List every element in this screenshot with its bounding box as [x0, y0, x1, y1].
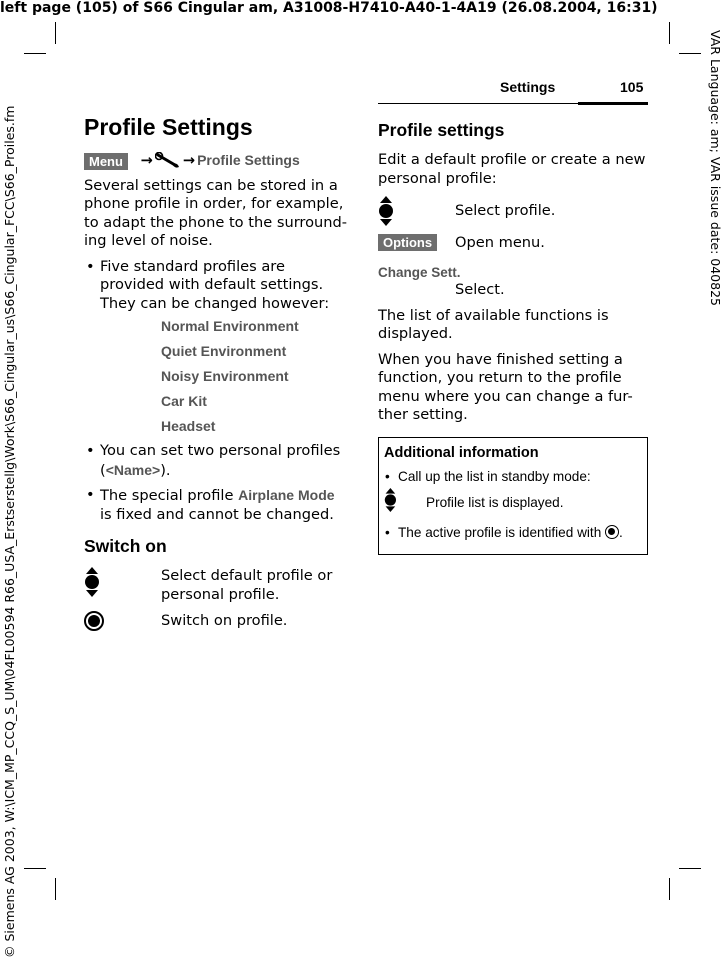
menu-path [84, 151, 350, 171]
profile-settings-heading: Profile settings [378, 120, 505, 140]
active-profile-icon [605, 525, 619, 539]
step-description: Select. [455, 281, 505, 298]
crop-mark [669, 22, 670, 44]
print-header: left page (105) of S66 Cingular am, A31008-H7410-A40-1-4A19 (26.08.2004, 16:31) [0, 0, 658, 16]
profile-name: Quiet Environment [161, 343, 287, 359]
switch-step-confirm [84, 612, 350, 634]
switch-step-select [84, 567, 350, 604]
info-text: . [619, 525, 623, 540]
info-line: • Call up the list in standby mode: [384, 468, 639, 486]
bullet-text: ). [160, 461, 171, 479]
options-softkey: Options [378, 234, 437, 251]
standard-profiles [161, 317, 350, 435]
crop-mark [55, 22, 56, 44]
profile-settings-intro: Edit a default profile or create a new personal profile: [378, 151, 646, 187]
step-options [378, 234, 648, 256]
info-text: The active profile is identified with [398, 525, 606, 540]
profile-name: Noisy Environment [161, 368, 289, 384]
settings-wrench-icon [155, 152, 181, 170]
menu-softkey: Menu [84, 153, 128, 170]
bullet-text: You can set two personal profiles ( [100, 442, 341, 479]
bullet-text: is fixed and cannot be changed. [100, 505, 334, 523]
running-head: Settings [500, 79, 556, 95]
menu-path-item: Profile Settings [197, 152, 300, 168]
navigation-key-icon [378, 196, 394, 226]
left-column [84, 112, 350, 642]
header-rule-accent [578, 102, 648, 105]
step-change-settings [378, 264, 648, 300]
change-sett-label: Change Sett. [378, 265, 461, 280]
step-select-profile [378, 196, 648, 226]
step-description: Select profile. [455, 202, 556, 219]
crop-mark [24, 868, 46, 869]
profile-notes-list [84, 258, 350, 525]
finish-paragraph: When you have finished setting a function, you return to the profile menu where you can change a fur-ther setting. [378, 350, 633, 423]
left-margin-suffix: iles.fm [2, 105, 17, 148]
profile-name: Car Kit [161, 393, 207, 409]
functions-paragraph: The list of available functions is displayed. [378, 306, 609, 342]
bullet-text: The special profile [100, 487, 239, 504]
arrow-icon: → [140, 152, 153, 169]
page-number: 105 [620, 79, 644, 95]
name-placeholder: <Name> [105, 461, 161, 478]
step-description: Select default profile or personal profile. [161, 567, 333, 603]
left-margin-path: © Siemens AG 2003, W:\ICM_MP_CCQ_S_UM\04FL00594 R66_USA_Erstserstellg\Work\S66_Cingular_us\S66_Cingular_FCC\S66_Pro [2, 147, 17, 958]
profile-name: Headset [161, 418, 216, 434]
var-language-text: VAR Language: am; VAR issue date: 040825 [708, 30, 723, 306]
switch-on-heading: Switch on [84, 536, 167, 556]
bullet-text: Five standard profiles are provided with default settings. They can be changed however: [100, 257, 330, 312]
navigation-key-icon [384, 488, 397, 512]
list-item [84, 258, 350, 436]
step-description: Switch on profile. [161, 612, 288, 629]
info-text: Profile list is displayed. [426, 495, 564, 510]
info-title: Additional information [384, 444, 539, 461]
center-key-icon [84, 611, 104, 631]
step-description: Open menu. [455, 234, 545, 251]
info-line [384, 524, 639, 542]
right-column [378, 118, 648, 555]
info-line-nav [384, 494, 639, 516]
crop-mark [24, 53, 46, 54]
crop-mark [679, 53, 701, 54]
intro-paragraph: Several settings can be stored in a phone profile in order, for example, to adapt the phone to the surround-ing level of noise. [84, 176, 348, 249]
airplane-mode-label: Airplane Mode [238, 487, 335, 503]
crop-mark [55, 878, 56, 900]
crop-mark [679, 868, 701, 869]
profile-name: Normal Environment [161, 318, 299, 334]
crop-mark [669, 878, 670, 900]
arrow-icon: → [182, 152, 196, 169]
list-item [84, 486, 350, 524]
page-title: Profile Settings [84, 114, 253, 140]
list-item [84, 442, 350, 480]
navigation-key-icon [84, 567, 100, 597]
additional-info-box [378, 437, 648, 556]
